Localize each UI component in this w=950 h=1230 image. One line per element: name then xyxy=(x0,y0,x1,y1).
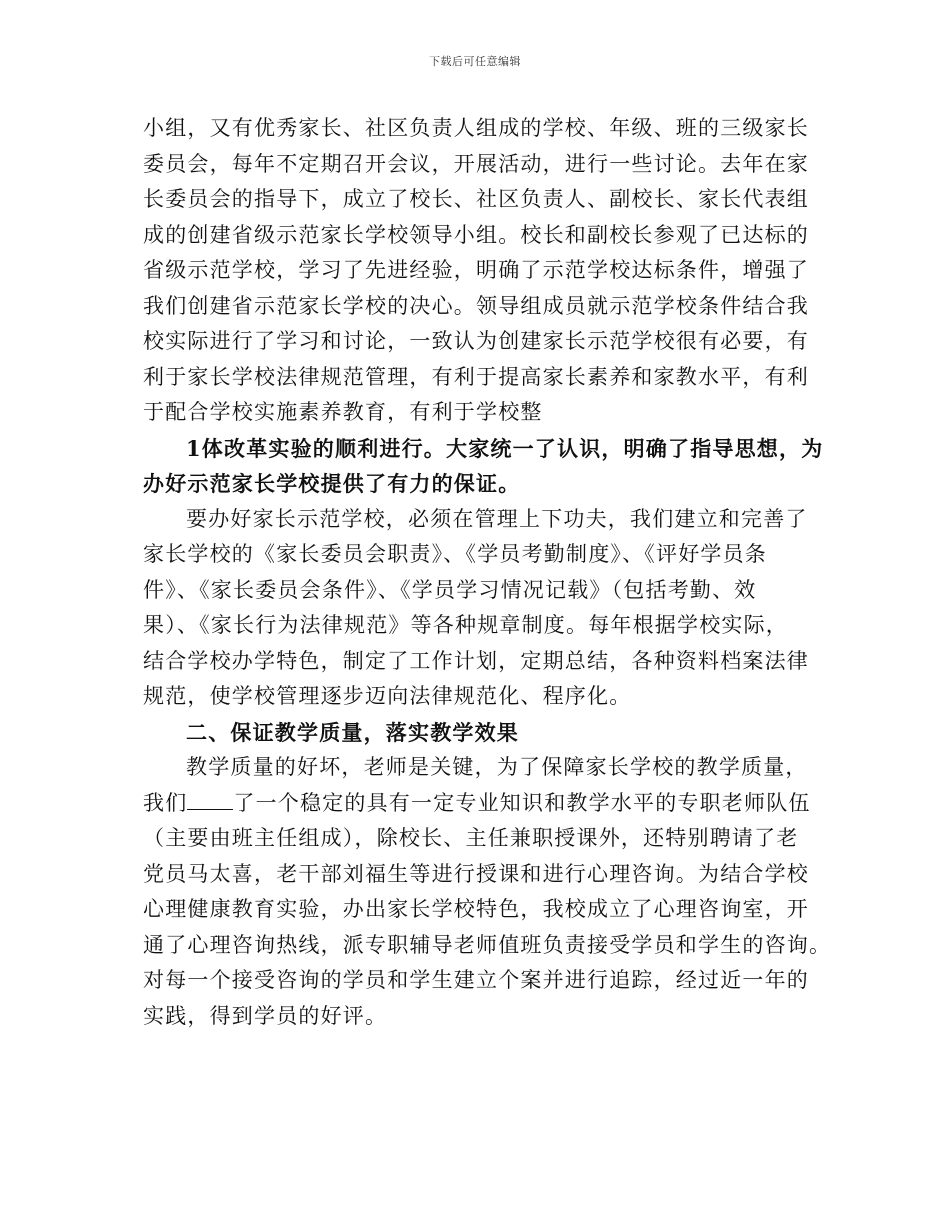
document-body xyxy=(143,111,833,1034)
text-line-with-blank xyxy=(143,786,833,822)
text-line: 件》、《家长委员会条件》、《学员学习情况记载》（包括考勤、效 xyxy=(143,577,757,602)
text-line: 心理健康教育实验，办出家长学校特色，我校成立了心理咨询室，开 xyxy=(143,897,809,921)
page-header-note: 下载后可任意编辑 xyxy=(429,55,521,68)
text-line: 委员会，每年不定期召开会议，开展活动，进行一些讨论。去年在家 xyxy=(143,151,809,176)
fill-in-blank xyxy=(187,791,233,810)
text-line: 通了心理咨询热线，派专职辅导老师值班负责接受学员和学生的咨询。 xyxy=(143,932,832,957)
text-line: 小组，又有优秀家长、社区负责人组成的学校、年级、班的三级家长 xyxy=(143,116,809,140)
paragraph-teaching-quality xyxy=(143,750,833,1034)
text-line: 校实际进行了学习和讨论，一致认为创建家长示范学校很有必要，有 xyxy=(143,329,809,353)
text-line: 长委员会的指导下，成立了校长、社区负责人、副校长、家长代表组 xyxy=(143,187,809,211)
text-line: 家长学校的《家长委员会职责》、《学员考勤制度》、《评好学员条 xyxy=(143,542,767,566)
text-segment: 了一个稳定的具有一定专业知识和教学水平的专职老师队伍 xyxy=(233,790,811,815)
text-line: 结合学校办学特色，制定了工作计划，定期总结，各种资料档案法律 xyxy=(143,648,809,673)
text-line: 成的创建省级示范家长学校领导小组。校长和副校长参观了已达标的 xyxy=(143,222,809,247)
text-line: 利于家长学校法律规范管理，有利于提高家长素养和家教水平，有利 xyxy=(143,364,809,389)
text-line: 党员马太喜，老干部刘福生等进行授课和进行心理咨询。为结合学校 xyxy=(143,861,809,886)
text-line: 对每一个接受咨询的学员和学生建立个案并进行追踪，经过近一年的 xyxy=(143,968,809,992)
text-line: 办好示范家长学校提供了有力的保证。 xyxy=(143,471,521,496)
paragraph-management xyxy=(143,502,833,715)
text-line: 1体改革实验的顺利进行。大家统一了认识，明确了指导思想，为 xyxy=(186,435,824,461)
text-line: 于配合学校实施素养教育，有利于学校整 xyxy=(143,400,543,424)
paragraph-committee xyxy=(143,111,833,431)
text-line: 实践，得到学员的好评。 xyxy=(143,1003,388,1028)
text-segment: 我们 xyxy=(143,790,188,815)
text-line: 要办好家长示范学校，必须在管理上下功夫，我们建立和完善了 xyxy=(186,506,808,531)
paragraph-reform-bold xyxy=(143,431,833,502)
text-line: 教学质量的好坏，老师是关键，为了保障家长学校的教学质量， xyxy=(186,755,808,779)
section-heading: 二、保证教学质量，落实教学效果 xyxy=(186,719,519,745)
text-line: 规范，使学校管理逐步迈向法律规范化、程序化。 xyxy=(143,684,632,708)
text-line: 果）、《家长行为法律规范》等各种规章制度。每年根据学校实际， xyxy=(143,613,788,637)
text-line: （主要由班主任组成），除校长、主任兼职授课外，还特别聘请了老 xyxy=(143,826,799,850)
text-line: 我们创建省示范家长学校的决心。领导组成员就示范学校条件结合我 xyxy=(143,293,809,318)
text-line: 省级示范学校，学习了先进经验，明确了示范学校达标条件，增强了 xyxy=(143,258,809,282)
